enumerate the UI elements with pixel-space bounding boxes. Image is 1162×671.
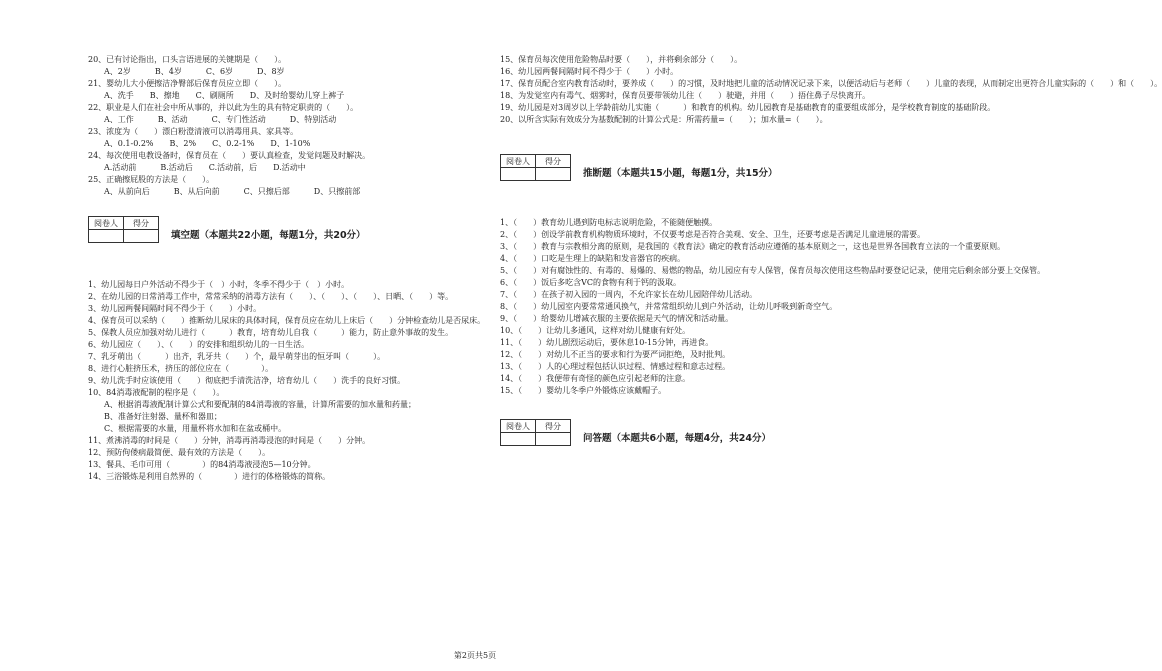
judge-line: 9、（ ）给婴幼儿增减衣服的主要依据是天气的情况和活动量。 [500, 314, 734, 323]
left-column [88, 54, 486, 483]
judge-line: 5、（ ）对有腐蚀性的、有毒的、易爆的、易燃的物品，幼儿园应有专人保管，保育员每次使用这些物品时要登记记录，使用完后剩余部分要上交保管。 [500, 266, 1046, 275]
reviewer-cell [89, 230, 124, 243]
answer-section-header [500, 419, 895, 446]
score-table [500, 154, 571, 181]
fill-line: 14、三浴锻炼是利用自然界的（ ）进行的体格锻炼的简称。 [88, 472, 331, 481]
choice-line: 20、已有讨论指出，口头言语进展的关键期是（ ）。 [88, 55, 287, 64]
choice-line: A.活动前 B.活动后 C.活动前，后 D.活动中 [88, 163, 306, 172]
judge-line: 4、（ ）口吃是生理上的缺陷和发音器官的疾病。 [500, 254, 686, 263]
fill-line: B、准备好注射器、量杯和器皿； [88, 412, 222, 421]
choice-line: 23、浓度为（ ）漂白粉澄清液可以消毒用具、家具等。 [88, 127, 299, 136]
section-title: 问答题（本题共6小题，每题4分，共24分） [583, 433, 771, 444]
score-table [500, 419, 571, 446]
fill-line: 20、以所含实际有效成分为基数配制的计算公式是：所需药量=（ ）；加水量=（ ）。 [500, 115, 828, 124]
choice-line: 21、婴幼儿大小便擦洁净臀部后保育员应立即（ ）。 [88, 79, 287, 88]
score-label: 得分 [536, 155, 571, 168]
fill-line: 10、84消毒液配制的程序是（ ）。 [88, 388, 225, 397]
judge-line: 1、（ ）教育幼儿遇到防电标志说明危险，不能随便触摸。 [500, 218, 718, 227]
judge-section-header [500, 154, 895, 181]
fill-line: 9、幼儿洗手时应该使用（ ）彻底把手清洗洁净，培育幼儿（ ）洗手的良好习惯。 [88, 376, 406, 385]
fill-line: 16、幼儿园两餐间隔时间不得少于（ ）小时。 [500, 67, 679, 76]
reviewer-label: 阅卷人 [89, 217, 124, 230]
judge-line: 7、（ ）在孩子初入园的一周内，不允许家长在幼儿园陪伴幼儿活动。 [500, 290, 758, 299]
fill-line: 7、乳牙萌出（ ）出齐，乳牙共（ ）个，最早萌芽出的恒牙叫（ ）。 [88, 352, 386, 361]
fill-line: 8、进行心脏挤压术，挤压的部位应在（ ）。 [88, 364, 274, 373]
fill-questions [88, 279, 486, 483]
judge-questions [500, 217, 1046, 397]
choice-line: A、2岁 B、4岁 C、6岁 D、8岁 [88, 67, 285, 76]
choice-line: A、0.1-0.2% B、2% C、0.2-1% D、1-10% [88, 139, 311, 148]
fill-line: 19、幼儿园是对3周岁以上学龄前幼儿实施（ ）和教育的机构。幼儿园教育是基础教育的重要组成部分，是学校教育制度的基础阶段。 [500, 103, 996, 112]
choice-line: 22、职业是人们在社会中所从事的，并以此为生的具有特定职责的（ ）。 [88, 103, 359, 112]
score-cell [124, 230, 159, 243]
right-column [500, 54, 1162, 446]
reviewer-cell [501, 433, 536, 446]
section-title: 推断题（本题共15小题，每题1分，共15分） [583, 168, 778, 179]
fill-line: 4、保育员可以采纳（ ）推断幼儿尿床的具体时间，保育员应在幼儿上床后（ ）分钟检查幼儿是否尿床。 [88, 316, 486, 325]
fill-line: 13、餐具、毛巾可用（ ）的84消毒液浸泡5—10分钟。 [88, 460, 316, 469]
score-label: 得分 [536, 420, 571, 433]
page-footer [0, 650, 950, 661]
score-cell [536, 168, 571, 181]
fill-line: A、根据消毒液配制计算公式和要配制的84消毒液的容量，计算所需要的加水量和药量； [88, 400, 416, 409]
judge-line: 6、（ ）饭后多吃含VC的食物有利于钙的汲取。 [500, 278, 681, 287]
fill-section-header [88, 216, 483, 243]
judge-line: 3、（ ）教育与宗教相分离的原则，是我国的《教育法》确定的教育活动应遵循的基本原则之一，这也是世界各国教育立法的一个重要原则。 [500, 242, 1006, 251]
choice-line: A、洗手 B、擦地 C、刷厕所 D、及时给婴幼儿穿上裤子 [88, 91, 345, 100]
choice-questions-tail [88, 54, 483, 198]
judge-line: 8、（ ）幼儿园室内要常常通风换气，并常常组织幼儿到户外活动，让幼儿呼吸到新奇空气。 [500, 302, 838, 311]
fill-line: 17、保育员配合室内教育活动时，要养成（ ）的习惯，及时地把儿童的活动情况记录下来，以便活动后与老师（ ）儿童的表现，从而制定出更符合儿童实际的（ ）和（ ）。 [500, 79, 1162, 88]
score-label: 得分 [124, 217, 159, 230]
score-table [88, 216, 159, 243]
page-number: 第2页共5页 [453, 651, 497, 660]
fill-line: 1、幼儿园每日户外活动不得少于（ ）小时，冬季不得少于（ ）小时。 [88, 280, 350, 289]
choice-line: A、从前向后 B、从后向前 C、只擦后部 D、只擦前部 [88, 187, 361, 196]
fill-line: 11、煮沸消毒的时间是（ ）分钟，消毒再消毒浸泡的时间是（ ）分钟。 [88, 436, 371, 445]
fill-line: 12、预防佝偻病最简便、最有效的方法是（ ）。 [88, 448, 271, 457]
judge-line: 14、（ ）我便带有奇怪的颜色应引起老师的注意。 [500, 374, 691, 383]
fill-line: 18、为发觉室内有毒气、烟雾时，保育员要带领幼儿往（ ）驶避，并用（ ）捂住鼻子尽快离开。 [500, 91, 871, 100]
choice-line: 24、每次使用电教设备时，保育员在（ ）要认真检查，发觉问题及时解决。 [88, 151, 371, 160]
fill-line: 6、幼儿园应（ ）、（ ）的安排和组织幼儿的一日生活。 [88, 340, 310, 349]
reviewer-label: 阅卷人 [501, 155, 536, 168]
judge-line: 11、（ ）幼儿剧烈运动后，要休息10-15分钟，再进食。 [500, 338, 714, 347]
choice-line: A、工作 B、活动 C、专门性活动 D、特别活动 [88, 115, 337, 124]
score-cell [536, 433, 571, 446]
judge-line: 2、（ ）创设学前教育机构物质环境时，不仅要考虑是否符合美观、安全、卫生，还要考虑是否满足儿童进展的需要。 [500, 230, 926, 239]
fill-line: C、根据需要的水量，用量杯将水加和在盆或桶中。 [88, 424, 287, 433]
choice-line: 25、正确擦屁股的方法是（ ）。 [88, 175, 215, 184]
fill-line: 5、保教人员应加强对幼儿进行（ ）教育，培育幼儿自我（ ）能力，防止意外事故的发生。 [88, 328, 454, 337]
fill-questions-continued [500, 54, 1162, 126]
fill-line: 3、幼儿园两餐间隔时间不得少于（ ）小时。 [88, 304, 262, 313]
fill-line: 2、在幼儿园的日常消毒工作中，常常采纳的消毒方法有（ ）、（ ）、（ ）、日晒、（ ）等。 [88, 292, 454, 301]
reviewer-label: 阅卷人 [501, 420, 536, 433]
section-title: 填空题（本题共22小题，每题1分，共20分） [171, 230, 366, 241]
reviewer-cell [501, 168, 536, 181]
judge-line: 10、（ ）让幼儿多通风，这样对幼儿健康有好处。 [500, 326, 691, 335]
judge-line: 13、（ ）人的心理过程包括认识过程、情感过程和意志过程。 [500, 362, 731, 371]
fill-line: 15、保育员每次使用危险物品时要（ ），并将剩余部分（ ）。 [500, 55, 743, 64]
judge-line: 12、（ ）对幼儿不正当的要求和行为要严词拒绝，及时批判。 [500, 350, 731, 359]
judge-line: 15、（ ）婴幼儿冬季户外锻炼应该戴帽子。 [500, 386, 667, 395]
